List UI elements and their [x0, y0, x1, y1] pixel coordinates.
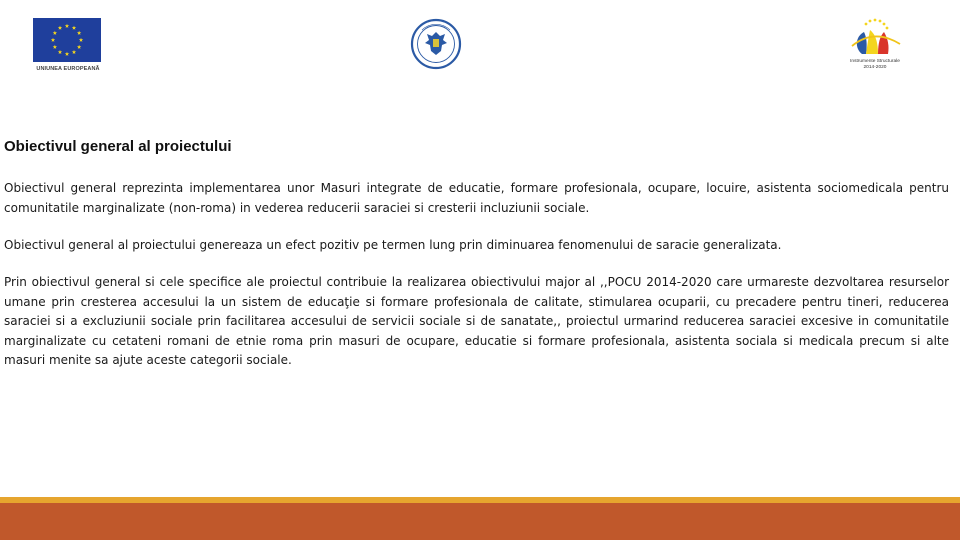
paragraph-pocu-contribution: Prin obiectivul general si cele specifice ale proiectul contribuie la realizarea obiectivului major al ,,POCU 2014-2020 care urmareste dezvoltarea resurselor umane prin cresterea accesului la un sistem de educaţie si formare profesionala de calitate, stimularea ocuparii, cu precadere pentru tineri, reducerea saraciei si a excluziunii sociale prin facilitarea accesului de servicii sociale si de sanatate,, proiectul urmarind reducerea saraciei excesive in comunitatile marginalizate cu cetateni romani de etnie roma prin masuri de ocupare, educatie si formare profesionala, asistenta sociala si medicala precum si alte masuri menite sa ajute aceste categorii sociale.	[4, 275, 949, 367]
eu-flag-icon	[33, 18, 101, 62]
structural-instruments-label-line1: Instrumente Structurale	[850, 59, 900, 64]
page-title: Obiectivul general al proiectului	[4, 138, 232, 155]
footer-bar	[0, 503, 960, 540]
paragraph-general-objective: Obiectivul general reprezinta implementarea unor Masuri integrate de educatie, formare profesionala, ocupare, locuire, asistenta sociomedicala pentru comunitatile marginalizate (non-roma) in vederea reducerii saraciei si cresterii incluziunii sociale.	[4, 181, 949, 215]
structural-instruments-logo	[844, 16, 906, 78]
eu-logo	[30, 16, 106, 76]
romania-government-logo	[410, 18, 462, 70]
paragraph-positive-effect: Obiectivul general al proiectului genereaza un efect pozitiv pe termen lung prin diminuarea fenomenului de saracie generalizata.	[4, 238, 782, 252]
structural-instruments-icon	[844, 16, 906, 60]
eu-logo-label: UNIUNEA EUROPEANĂ	[36, 66, 100, 72]
structural-instruments-label-line2: 2014-2020	[863, 65, 887, 70]
romania-government-emblem-icon	[410, 18, 462, 70]
structural-instruments-label	[844, 59, 906, 71]
